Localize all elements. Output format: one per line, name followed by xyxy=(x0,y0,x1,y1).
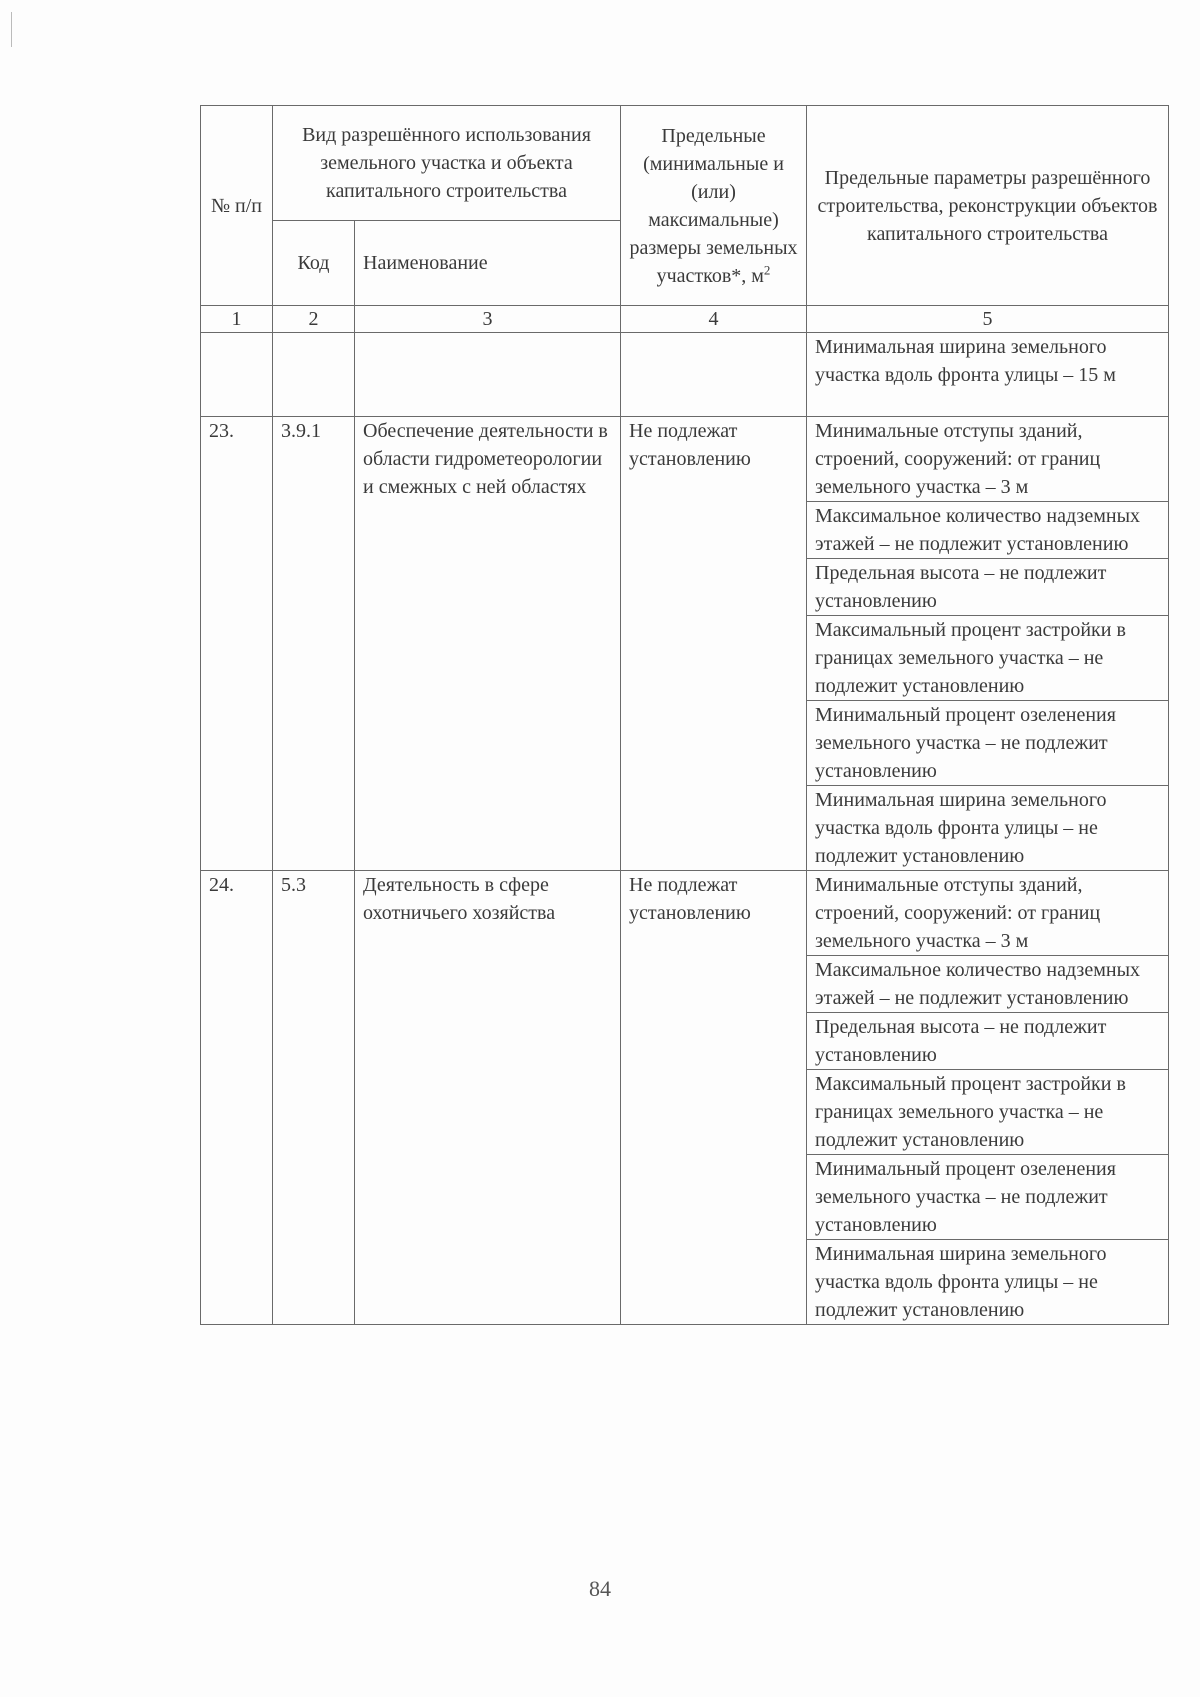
param-cell: Минимальная ширина земельного участка вдоль фронта улицы – не подлежит установлению xyxy=(807,1240,1169,1325)
empty-cell xyxy=(355,333,621,417)
empty-cell xyxy=(621,333,807,417)
index-cell: 4 xyxy=(621,306,807,333)
param-cell: Предельная высота – не подлежит установлению xyxy=(807,559,1169,616)
index-cell: 5 xyxy=(807,306,1169,333)
column-index-row xyxy=(201,306,1169,333)
param-cell: Предельная высота – не подлежит установлению xyxy=(807,1013,1169,1070)
param-cell: Минимальные отступы зданий, строений, сооружений: от границ земельного участка – 3 м xyxy=(807,417,1169,502)
row-size: Не подлежат установлению xyxy=(621,417,807,871)
table-row xyxy=(201,417,1169,502)
row-code: 3.9.1 xyxy=(273,417,355,871)
index-cell: 1 xyxy=(201,306,273,333)
row-size: Не подлежат установлению xyxy=(621,871,807,1325)
header-num: № п/п xyxy=(201,106,273,306)
table-row xyxy=(201,871,1169,956)
row-code: 5.3 xyxy=(273,871,355,1325)
header-sizes xyxy=(621,106,807,306)
param-cell: Максимальный процент застройки в границах земельного участка – не подлежит установлению xyxy=(807,1070,1169,1155)
empty-cell xyxy=(273,333,355,417)
index-cell: 2 xyxy=(273,306,355,333)
row-number: 23. xyxy=(201,417,273,871)
param-cell: Минимальные отступы зданий, строений, сооружений: от границ земельного участка – 3 м xyxy=(807,871,1169,956)
param-cell: Минимальная ширина земельного участка вдоль фронта улицы – не подлежит установлению xyxy=(807,786,1169,871)
param-cell: Максимальное количество надземных этажей – не подлежит установлению xyxy=(807,956,1169,1013)
param-cell: Минимальный процент озеленения земельного участка – не подлежит установлению xyxy=(807,701,1169,786)
regulations-table xyxy=(200,105,1169,1325)
row-name: Обеспечение деятельности в области гидрометеорологии и смежных с ней областях xyxy=(355,417,621,871)
row-name: Деятельность в сфере охотничьего хозяйства xyxy=(355,871,621,1325)
header-sizes-text: Предельные (минимальные и (или) максимальные) размеры земельных участков*, м xyxy=(629,124,798,287)
index-cell: 3 xyxy=(355,306,621,333)
table-body xyxy=(201,333,1169,1325)
header-name: Наименование xyxy=(355,221,621,306)
param-cell: Минимальный процент озеленения земельного участка – не подлежит установлению xyxy=(807,1155,1169,1240)
empty-cell xyxy=(201,333,273,417)
continuation-row xyxy=(201,333,1169,417)
header-vid: Вид разрешённого использования земельного участка и объекта капитального строительства xyxy=(273,106,621,221)
page-number: 84 xyxy=(589,1576,611,1601)
scan-margin-mark xyxy=(11,12,12,47)
header-code: Код xyxy=(273,221,355,306)
param-cell: Максимальное количество надземных этажей – не подлежит установлению xyxy=(807,502,1169,559)
row-number: 24. xyxy=(201,871,273,1325)
param-cell: Максимальный процент застройки в границах земельного участка – не подлежит установлению xyxy=(807,616,1169,701)
header-sizes-sup: 2 xyxy=(763,261,771,277)
param-cell: Минимальная ширина земельного участка вдоль фронта улицы – 15 м xyxy=(807,333,1169,417)
header-params: Предельные параметры разрешённого строительства, реконструкции объектов капитального строительства xyxy=(807,106,1169,306)
